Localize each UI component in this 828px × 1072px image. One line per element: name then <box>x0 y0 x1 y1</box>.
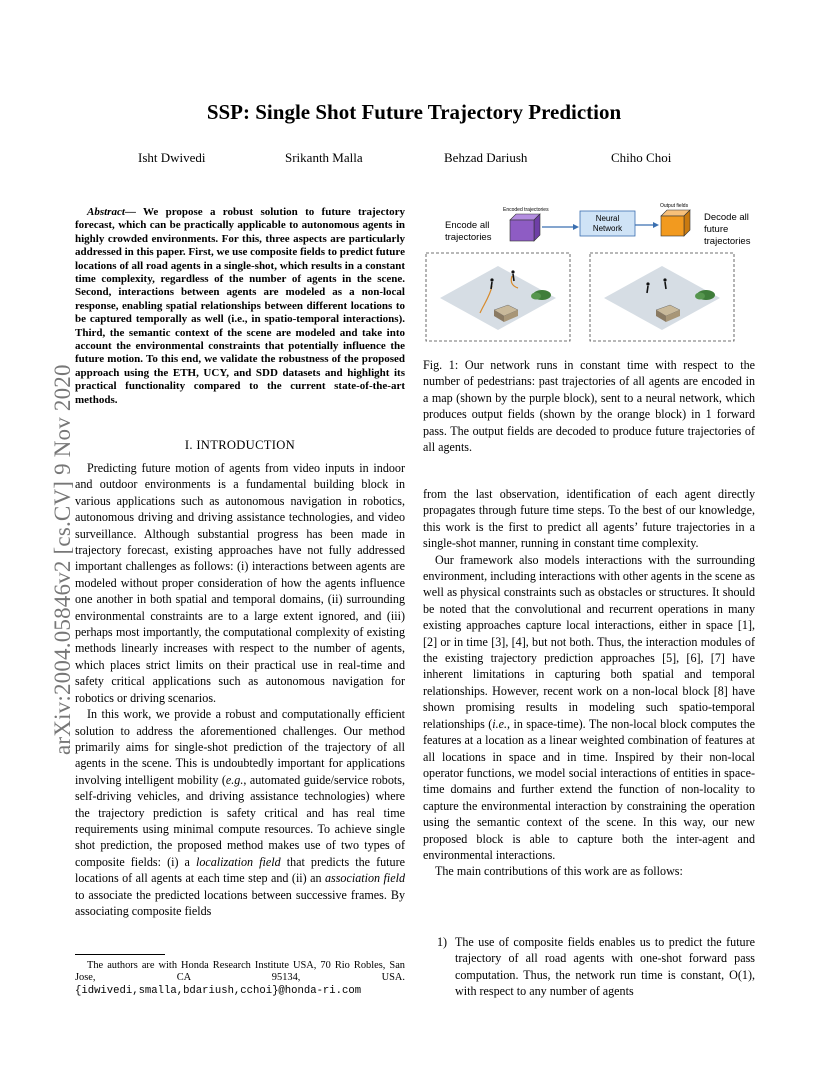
figure-caption: Fig. 1: Our network runs in constant time with respect to the number of pedestrians: past trajectories of all agents are encoded in a map (shown by the purple block), sent to a neural network, which produces output fields (shown by the orange block) in 1 forward pass. The output fields are decoded to produce future trajectories of all agents. <box>423 358 755 455</box>
author-name: Chiho Choi <box>611 150 672 165</box>
network-text-line1: Neural <box>595 214 620 223</box>
abstract-label: Abstract <box>87 206 125 218</box>
author-emails: {idwivedi,smalla,bdariush,cchoi}@honda-ri.com <box>75 984 362 997</box>
scene-illustration-future <box>604 266 720 330</box>
right-column-text <box>423 486 755 880</box>
author-name: Srikanth Malla <box>285 150 363 165</box>
abstract-text: — We propose a robust solution to future trajectory forecast, which can be practically applicable to autonomous agents in highly crowded environments. For this, three aspects are particularly addressed in this paper. First, we use composite fields to predict future locations of all road agents in a single-shot, which results in a constant time complexity, regardless of the number of agents in the scene. Second, interactions between agents are modeled as a non-local response, enabling spatial relationships between different locations to be captured temporally as well (i.e., in spatio-temporal interactions). Third, the semantic context of the scene are modeled and take into account the environmental constraints that potentially influence the future motion. To this end, we validate the robustness of the proposed approach using the ETH, UCY, and SDD datasets and highlight its practical functionality compared to the current state-of-the-art methods. <box>75 206 405 406</box>
purple-block-icon <box>510 214 540 241</box>
paragraph: Our framework also models interactions with the surrounding environment, including interactions with other agents in the scene as well as physical constraints such as obstacles or structures. It should be noted that the convolutional and recurrent operations in many existing approaches capture local interactions, either in space [1], [2] or in time [3], [4], but not both. Thus, the interaction modules of the existing trajectory prediction approaches [5], [6], [7] have inherent limitations in capturing both spatial and temporal relationships. However, recent work on a non-local block [8] have shown promising results in modeling such spatio-temporal relationships (i.e., in space-time). The non-local block computes the features at a location as a linear weighted combination of features at all locations in space and in time. Inspired by their non-local operator functions, we model social interactions of entities in space-time domains and further extend the function of non-locality to capture the environmental interaction by constraining the operation using the semantic context of the scene. In this way, our new proposed block is able to capture both the inter-agent and environmental interactions. <box>423 552 755 862</box>
arxiv-identifier: arXiv:2004.05846v2 [cs.CV] 9 Nov 2020 <box>50 364 75 755</box>
network-text-line2: Network <box>592 224 623 233</box>
list-number: 1) <box>437 935 448 949</box>
encode-text-line2: trajectories <box>445 232 492 243</box>
output-fields-label: Output fields <box>660 203 689 209</box>
decode-text-line2: future <box>704 224 729 235</box>
orange-block-icon <box>661 210 690 236</box>
paragraph: In this work, we provide a robust and computationally efficient solution to address the aforementioned challenges. Our method primarily aims for single-shot prediction of the trajectory of all agents in the scene. This is undoubtedly important for applications involving intelligent mobility (e.g., automated guide/service robots, self-driving vehicles, and driving assistance technologies) where the trajectory prediction is safety critical and has real time requirements using minimal compute resources. To achieve single shot prediction, the proposed method makes use of two types of composite fields: (i) a localization field that predicts the future locations of all agents at each time step and (ii) an association field to associate the predicted locations between successive frames. By associating composite fields <box>75 707 405 918</box>
encoded-trajectories-label: Encoded trajectories <box>503 207 549 213</box>
figure-1 <box>420 198 760 350</box>
footnote-divider <box>75 954 165 955</box>
abstract <box>75 206 405 407</box>
paragraph: The main contributions of this work are as follows: <box>435 864 683 879</box>
section-heading: I. INTRODUCTION <box>184 438 296 452</box>
paragraph: from the last observation, identification of each agent directly propagates through future time steps. To the best of our knowledge, this work is the first to predict all agents’ future trajectories in a single-shot manner, running in constant time complexity. <box>423 487 755 551</box>
footnote: The authors are with Honda Research Institute USA, 70 Rio Robles, San Jose, CA 95134, USA. {idwivedi,smalla,bdariush,cchoi}@honda-ri.com <box>75 960 405 997</box>
introduction-text <box>75 460 405 919</box>
paper-title: SSP: Single Shot Future Trajectory Prediction <box>206 100 622 124</box>
author-name: Isht Dwivedi <box>138 150 206 165</box>
contributions-list <box>423 934 755 1000</box>
encode-text-line1: Encode all <box>445 220 490 231</box>
decode-text-line1: Decode all <box>704 212 749 223</box>
scene-illustration-past <box>440 266 556 330</box>
arrow-head-icon <box>573 224 579 230</box>
list-item: The use of composite fields enables us to predict the future trajectory of all road agents with one-shot forward pass computation. Thus, the network run time is constant, O(1), with respect to any number of agents <box>455 935 755 999</box>
arrow-head-icon <box>653 222 659 228</box>
decode-text-line3: trajectories <box>704 236 751 247</box>
author-name: Behzad Dariush <box>444 150 528 165</box>
paragraph: Predicting future motion of agents from video inputs in indoor and outdoor environments is a fundamental building block in various applications such as autonomous navigation in robotics, autonomous driving and driving assistance technologies, and video surveillance. Although substantial progress has been made in trajectory forecast, existing approaches have not fully addressed important challenges as follows: (i) interactions between agents are modeled without proper consideration of how the agents influence one another in both spatial and temporal domains, (ii) surrounding environmental constraints are to a large extent ignored, and (iii) perhaps most importantly, the computational complexity of existing methods linearly increases with respect to the number of agents, which places strict limits on their practical use in real-time and safety critical applications such as autonomous navigation for robotics or driving scenarios. <box>75 461 405 705</box>
